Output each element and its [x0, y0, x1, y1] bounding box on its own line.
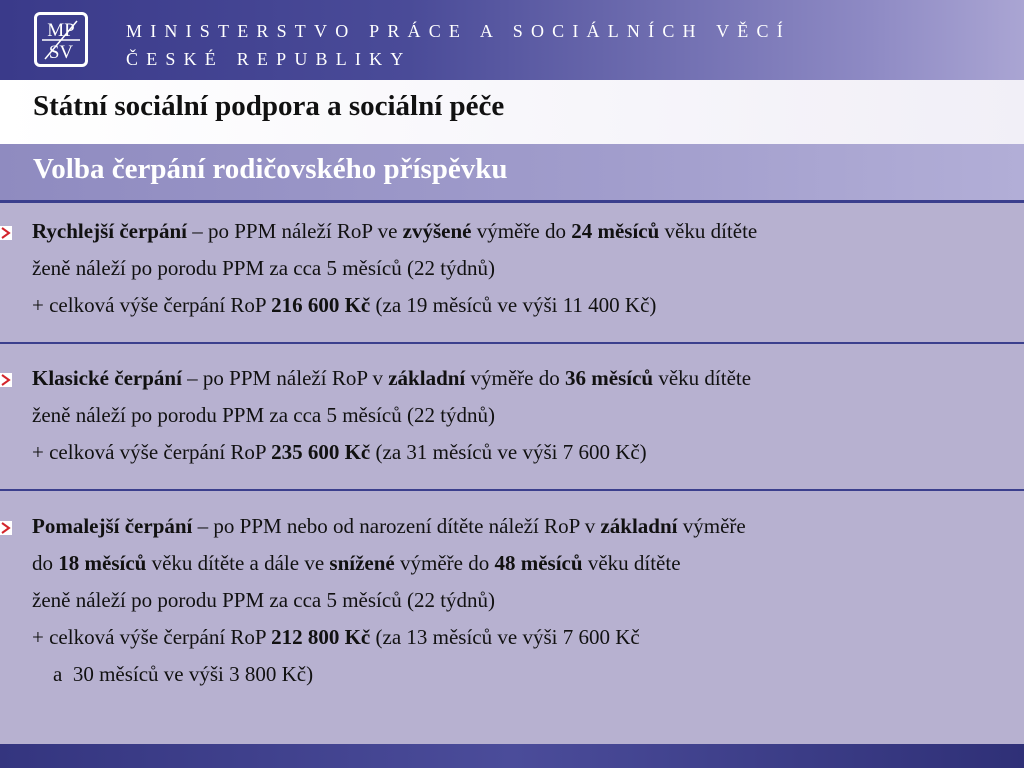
ministry-line-2: ČESKÉ REPUBLIKY [126, 49, 412, 69]
option-3-line-1 [32, 511, 746, 541]
body-text: (za 19 měsíců ve výši 11 400 Kč) [370, 293, 657, 317]
body-text: + celková výše čerpání RoP [32, 625, 272, 649]
emphasis-text: základní [600, 514, 678, 538]
body-text: výměře do [471, 219, 572, 243]
emphasis-text: 36 měsíců [565, 366, 654, 390]
section-title: Státní sociální podpora a sociální péče [33, 90, 505, 122]
ministry-line-1: MINISTERSTVO PRÁCE A SOCIÁLNÍCH VĚCÍ [126, 21, 791, 41]
body-text: (za 13 měsíců ve výši 7 600 Kč [370, 625, 640, 649]
option-3-line-4 [32, 622, 640, 652]
emphasis-text: Pomalejší čerpání [32, 514, 193, 538]
option-separator [0, 342, 1024, 344]
option-2-line-2 [32, 400, 495, 430]
emphasis-text: Klasické čerpání [32, 366, 182, 390]
footer-bar [0, 744, 1024, 768]
option-3-line-5 [32, 659, 313, 689]
emphasis-text: 24 měsíců [571, 219, 660, 243]
emphasis-text: 235 600 Kč [271, 440, 371, 464]
body-text: – po PPM náleží RoP v [181, 366, 389, 390]
body-text: + celková výše čerpání RoP [32, 440, 272, 464]
logo-text-mp: MP [47, 20, 75, 41]
mpsv-logo [34, 12, 88, 67]
body-text: věku dítěte [653, 366, 752, 390]
body-text: + celková výše čerpání RoP [32, 293, 272, 317]
emphasis-text: zvýšené [402, 219, 472, 243]
body-text: do [32, 551, 59, 575]
header-bar [0, 0, 1024, 80]
body-text: věku dítěte [582, 551, 681, 575]
body-text: – po PPM nebo od narození dítěte náleží RoP v [192, 514, 601, 538]
bullet-arrow-icon [0, 521, 12, 535]
emphasis-text: 48 měsíců [494, 551, 583, 575]
option-1-line-2 [32, 253, 495, 283]
emphasis-text: základní [388, 366, 466, 390]
ministry-name [126, 16, 791, 72]
body-text: a 30 měsíců ve výši 3 800 Kč) [32, 662, 314, 686]
bullet-arrow-icon [0, 226, 12, 240]
body-text: výměře do [394, 551, 495, 575]
option-3-line-3 [32, 585, 495, 615]
topic-title: Volba čerpání rodičovského příspěvku [33, 153, 508, 185]
option-separator [0, 489, 1024, 491]
body-text: věku dítěte a dále ve [146, 551, 330, 575]
emphasis-text: 212 800 Kč [271, 625, 371, 649]
body-text: věku dítěte [659, 219, 758, 243]
option-3-line-2 [32, 548, 681, 578]
option-2-line-1 [32, 363, 751, 393]
body-text: – po PPM náleží RoP ve [187, 219, 403, 243]
body-text: ženě náleží po porodu PPM za cca 5 měsíců (22 týdnů) [32, 256, 496, 280]
option-1-line-1 [32, 216, 757, 246]
body-text: (za 31 měsíců ve výši 7 600 Kč) [370, 440, 647, 464]
option-1-line-3 [32, 290, 656, 320]
emphasis-text: 18 měsíců [58, 551, 147, 575]
emphasis-text: 216 600 Kč [271, 293, 371, 317]
body-text: výměře [677, 514, 746, 538]
bullet-arrow-icon [0, 373, 12, 387]
option-2-line-3 [32, 437, 647, 467]
emphasis-text: snížené [329, 551, 395, 575]
logo-text-sv: SV [48, 42, 74, 63]
emphasis-text: Rychlejší čerpání [32, 219, 187, 243]
body-text: ženě náleží po porodu PPM za cca 5 měsíců (22 týdnů) [32, 403, 496, 427]
body-text: výměře do [465, 366, 565, 390]
body-text: ženě náleží po porodu PPM za cca 5 měsíců (22 týdnů) [32, 588, 496, 612]
